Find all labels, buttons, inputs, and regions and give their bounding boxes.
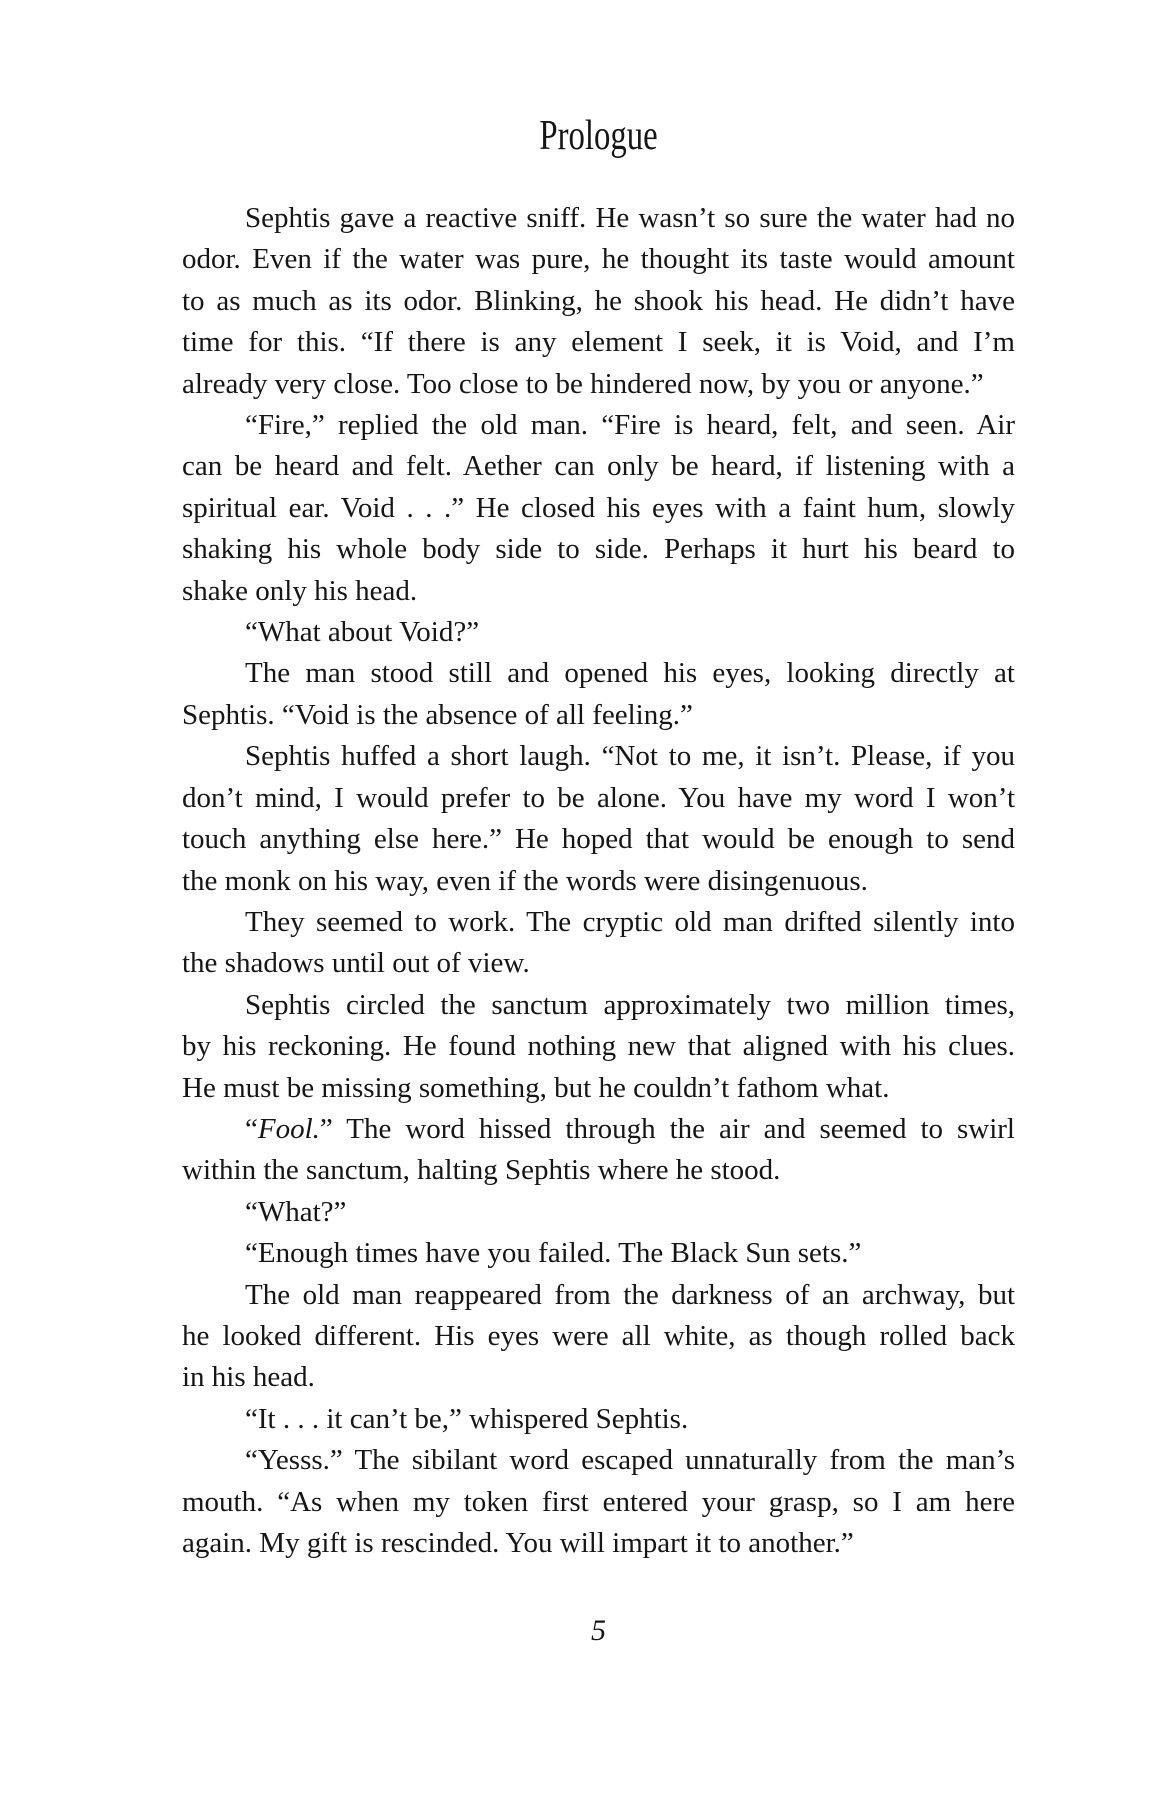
body-line: touch anything else here.” He hoped that would be enough to send xyxy=(182,823,1015,856)
body-line: mouth. “As when my token first entered your grasp, so I am here xyxy=(182,1485,1015,1518)
body-line: The man stood still and opened his eyes, looking directly at xyxy=(245,657,1015,690)
body-line: “Enough times have you failed. The Black Sun sets.” xyxy=(245,1237,862,1270)
body-line: within the sanctum, halting Sephtis where he stood. xyxy=(182,1154,781,1187)
body-line: already very close. Too close to be hindered now, by you or anyone.” xyxy=(182,367,984,400)
body-line: “What about Void?” xyxy=(245,616,480,649)
body-line: They seemed to work. The cryptic old man drifted silently into xyxy=(245,905,1015,938)
body-line: shake only his head. xyxy=(182,574,418,607)
body-line: the shadows until out of view. xyxy=(182,947,530,980)
body-line: shaking his whole body side to side. Perhaps it hurt his beard to xyxy=(182,533,1015,566)
page-number: 5 xyxy=(591,1614,606,1647)
body-line: Sephtis. “Void is the absence of all feeling.” xyxy=(182,698,693,731)
body-line: The old man reappeared from the darkness of an archway, but xyxy=(245,1278,1015,1311)
body-line: He must be missing something, but he couldn’t fathom what. xyxy=(182,1071,890,1104)
body-line: odor. Even if the water was pure, he thought its taste would amount xyxy=(182,243,1015,276)
body-line: Sephtis gave a reactive sniff. He wasn’t so sure the water had no xyxy=(245,202,1015,234)
body-line: “Fool.” The word hissed through the air and seemed to swirl xyxy=(245,1112,1015,1145)
body-line: Sephtis circled the sanctum approximately two million times, xyxy=(245,988,1015,1021)
chapter-title: Prologue xyxy=(539,113,658,159)
body-line: to as much as its odor. Blinking, he shook his head. He didn’t have xyxy=(182,284,1015,317)
body-line: “Fire,” replied the old man. “Fire is heard, felt, and seen. Air xyxy=(245,409,1015,442)
body-line: Sephtis huffed a short laugh. “Not to me, it isn’t. Please, if you xyxy=(245,740,1015,773)
body-line: by his reckoning. He found nothing new that aligned with his clues. xyxy=(182,1030,1015,1063)
body-line: time for this. “If there is any element I seek, it is Void, and I’m xyxy=(182,326,1015,359)
body-line: he looked different. His eyes were all white, as though rolled back xyxy=(182,1319,1015,1352)
body-line: “It . . . it can’t be,” whispered Sephtis. xyxy=(245,1402,689,1435)
body-line: don’t mind, I would prefer to be alone. You have my word I won’t xyxy=(182,781,1015,814)
prologue-text xyxy=(182,198,1015,1564)
body-line: spiritual ear. Void . . .” He closed his eyes with a faint hum, slowly xyxy=(182,491,1015,524)
body-line: “What?” xyxy=(245,1195,347,1228)
body-line: the monk on his way, even if the words were disingenuous. xyxy=(182,864,868,897)
body-line: in his head. xyxy=(182,1361,315,1394)
body-line: “Yesss.” The sibilant word escaped unnaturally from the man’s xyxy=(245,1444,1015,1477)
body-line: again. My gift is rescinded. You will impart it to another.” xyxy=(182,1527,854,1559)
body-line: can be heard and felt. Aether can only be heard, if listening with a xyxy=(182,450,1015,483)
